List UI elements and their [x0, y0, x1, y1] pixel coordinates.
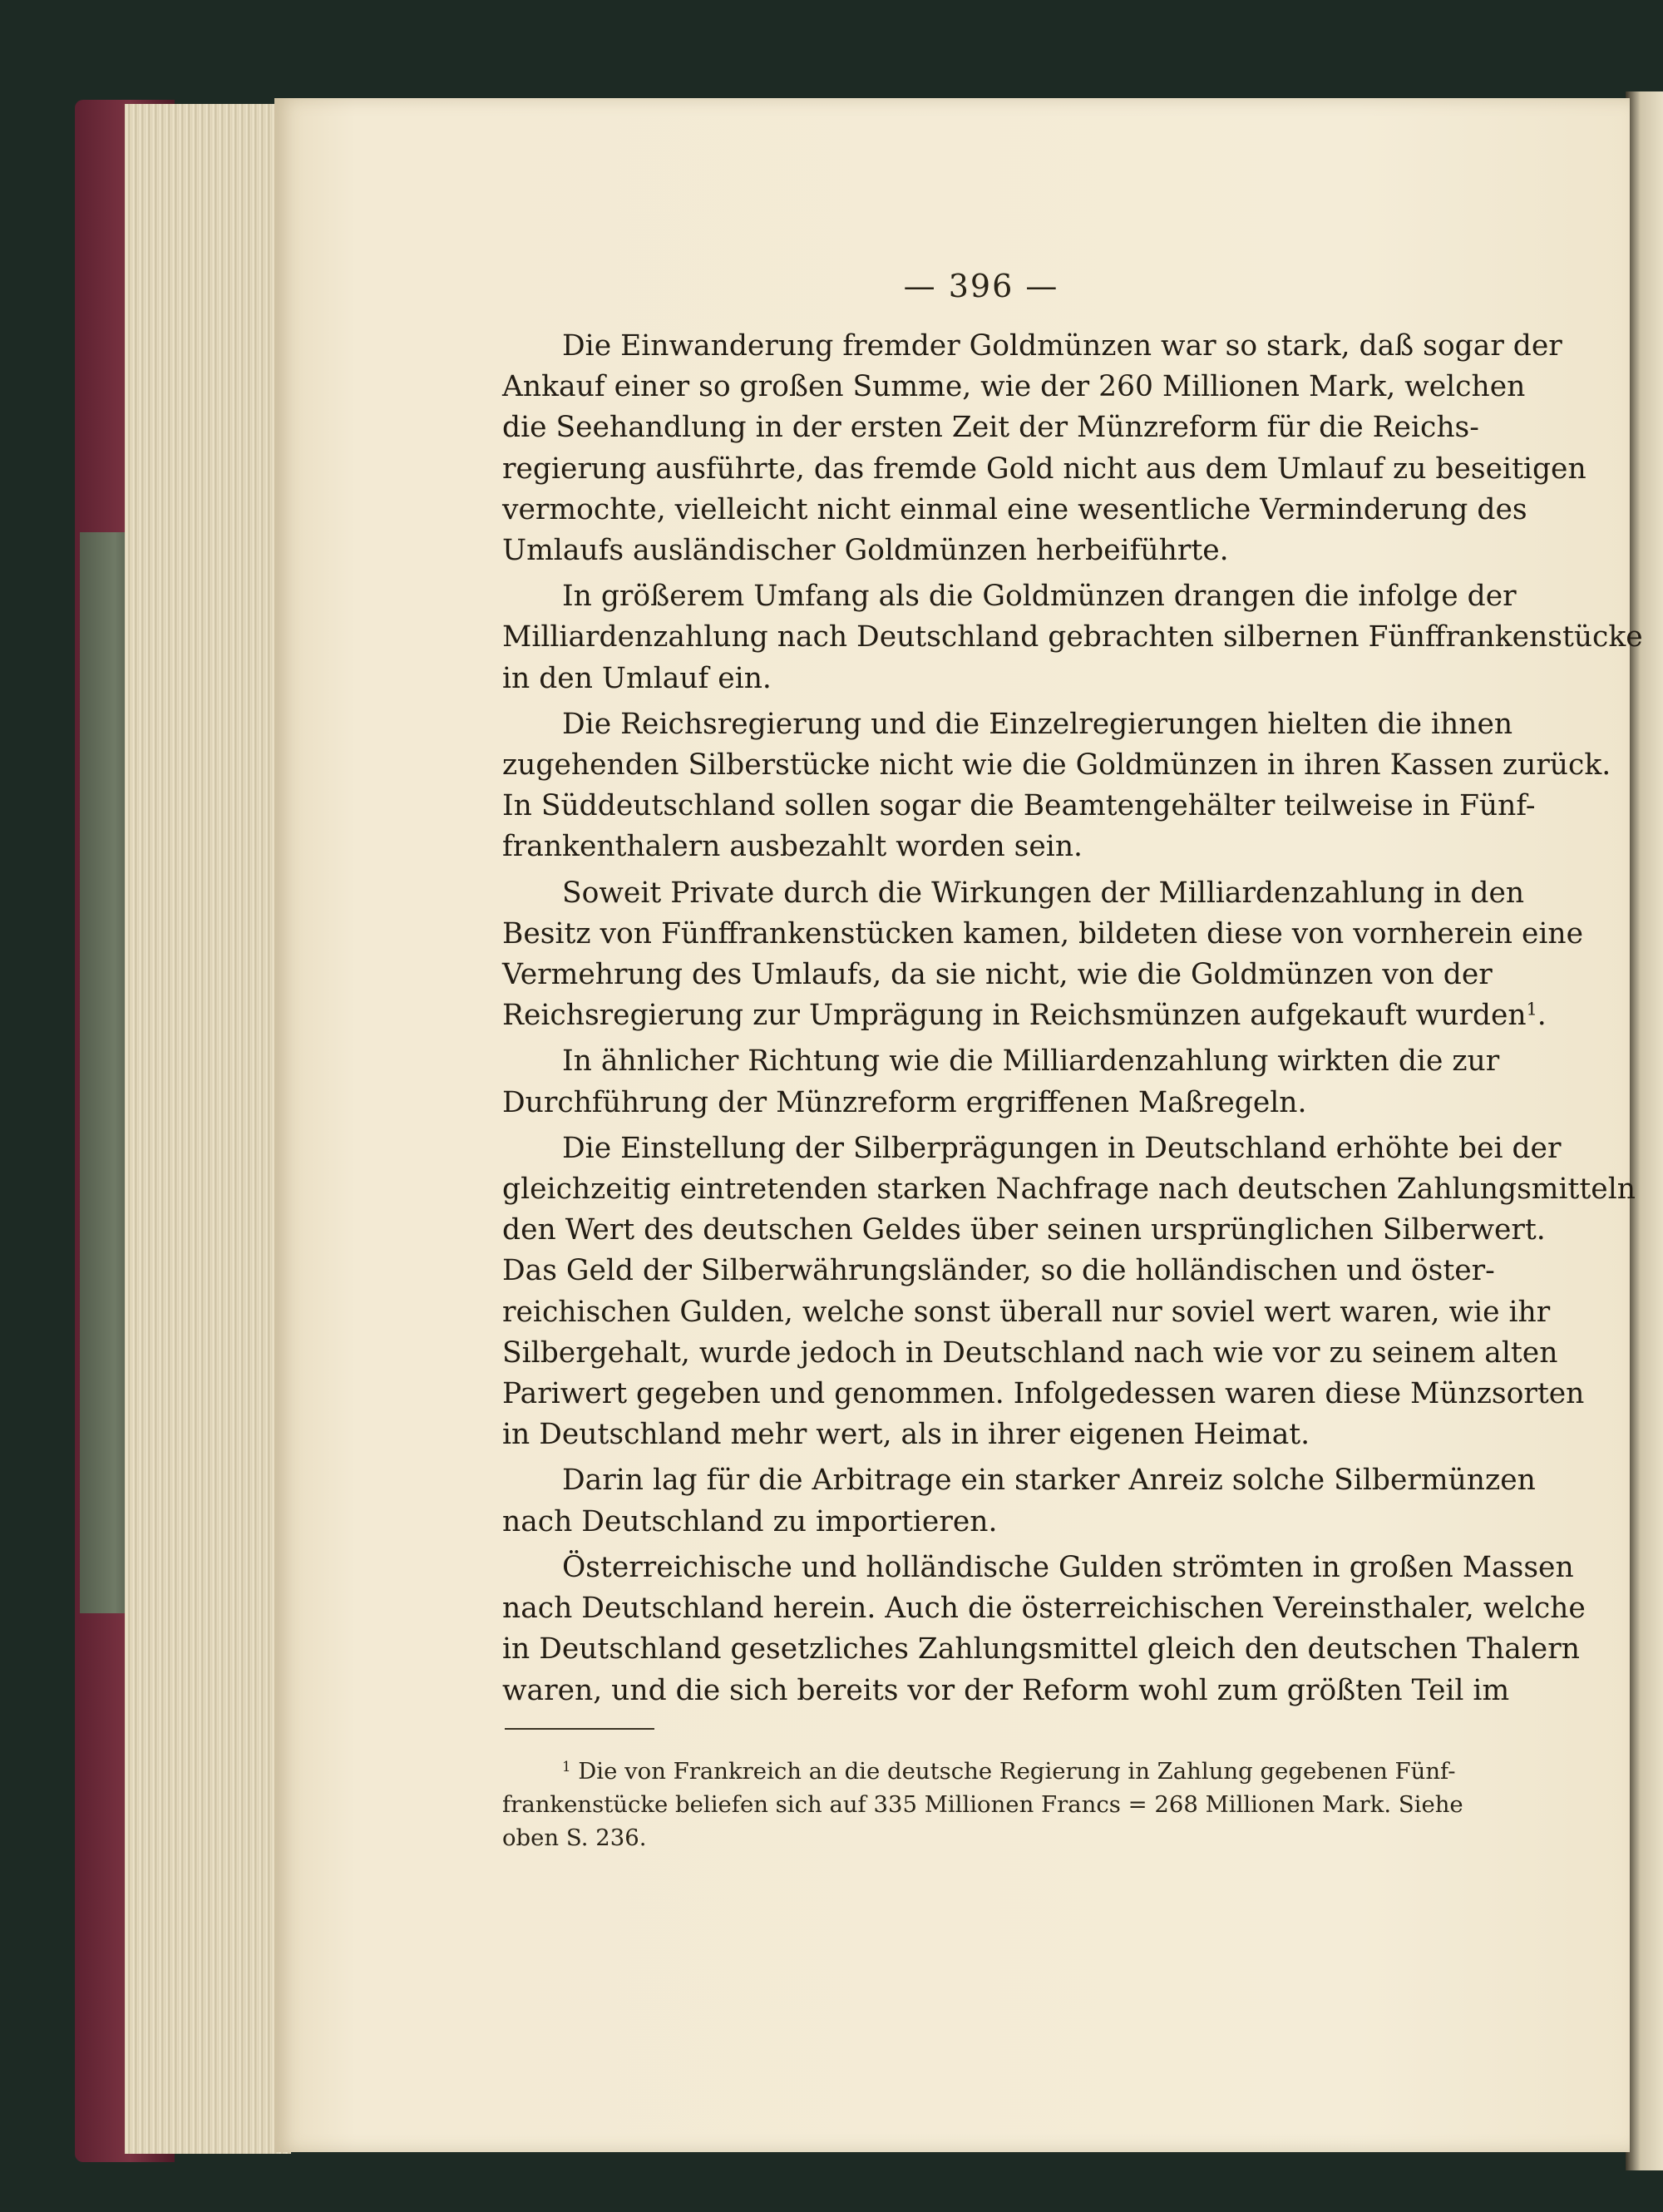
text-line: [502, 786, 1536, 827]
text-line: [502, 995, 1547, 1036]
text-line-content: in Deutschland mehr wert, als in ihrer eigenen Heimat.: [502, 1418, 1310, 1452]
text-line-content: nach Deutschland herein. Auch die österreichischen Vereinsthaler, welche: [502, 1592, 1586, 1626]
paragraph: [502, 576, 1643, 699]
text-line: [502, 1415, 1452, 1455]
text-line: [502, 367, 1526, 407]
text-line: [502, 1629, 1580, 1670]
sentence-end: .: [1537, 999, 1547, 1033]
paragraph: [502, 1460, 1536, 1542]
text-line: [502, 1460, 1536, 1501]
text-line: [502, 1169, 1636, 1210]
paragraph: [502, 1128, 1636, 1456]
text-line-content: Pariwert gegeben und genommen. Infolgedessen waren diese Münzsorten: [502, 1377, 1585, 1411]
text-line: [502, 955, 1493, 995]
text-line: [502, 1251, 1495, 1291]
text-line: [502, 1502, 1452, 1543]
text-line-content: waren, und die sich bereits vor der Reform wohl zum größten Teil im: [502, 1673, 1510, 1707]
footnote-line-content: oben S. 236.: [502, 1824, 647, 1851]
text-line-content: nach Deutschland zu importieren.: [502, 1504, 998, 1538]
text-line-content: Soweit Private durch die Wirkungen der Milliardenzahlung in den: [562, 876, 1525, 910]
text-line-content: in den Umlauf ein.: [502, 661, 772, 695]
text-line-content: Vermehrung des Umlaufs, da sie nicht, wie die Goldmünzen von der: [502, 958, 1493, 992]
text-line-content: zugehenden Silberstücke nicht wie die Goldmünzen in ihren Kassen zurück.: [502, 748, 1611, 783]
main-text: [502, 326, 1643, 1716]
paragraph: [502, 1548, 1586, 1711]
footnote: [502, 1755, 1463, 1854]
text-line: [502, 531, 1452, 571]
paragraph: [502, 1041, 1500, 1123]
text-line: [502, 1374, 1585, 1415]
text-line-content: regierung ausführte, das fremde Gold nicht aus dem Umlauf zu beseitigen: [502, 452, 1587, 486]
footnote-divider: [505, 1728, 654, 1730]
text-line-content: Besitz von Fünffrankenstücken kamen, bildeten diese von vornherein eine: [502, 916, 1584, 950]
text-line: [502, 745, 1611, 786]
paragraph: [502, 326, 1587, 571]
footnote-line: [502, 1821, 1452, 1854]
text-line-content: den Wert des deutschen Geldes über seinen ursprünglichen Silberwert.: [502, 1213, 1546, 1247]
text-line-content: Ankauf einer so großen Summe, wie der 260 Millionen Mark, welchen: [502, 370, 1526, 404]
page-number: — 396 —: [903, 268, 1059, 304]
text-line: [502, 827, 1452, 867]
text-line-content: Durchführung der Münzreform ergriffenen Maßregeln.: [502, 1085, 1307, 1119]
text-line-content: Silbergehalt, wurde jedoch in Deutschland nach wie vor zu seinem alten: [502, 1336, 1558, 1370]
text-line-content: In Süddeutschland sollen sogar die Beamtengehälter teilweise in Fünf-: [502, 789, 1536, 823]
text-line-content: In ähnlicher Richtung wie die Milliardenzahlung wirkten die zur: [562, 1044, 1500, 1079]
text-line-content: vermochte, vielleicht nicht einmal eine wesentliche Verminderung des: [502, 492, 1527, 526]
text-line: [502, 1210, 1546, 1251]
text-line: [502, 659, 1452, 699]
text-line-content: Österreichische und holländische Gulden strömten in großen Massen: [562, 1550, 1574, 1584]
text-line-content: Die Reichsregierung und die Einzelregierungen hielten die ihnen: [562, 707, 1513, 741]
text-line: [502, 326, 1562, 367]
text-line: [502, 490, 1527, 531]
facing-page-edge: [1626, 91, 1663, 2170]
text-line: [502, 576, 1517, 617]
text-line-content: Umlaufs ausländischer Goldmünzen herbeiführte.: [502, 534, 1229, 568]
text-line: [502, 1671, 1510, 1711]
text-line: [502, 1588, 1586, 1629]
text-line: [502, 873, 1525, 914]
text-line: [502, 449, 1587, 490]
text-line-content: Milliardenzahlung nach Deutschland gebrachten silbernen Fünffrankenstücke: [502, 620, 1643, 654]
paragraph: [502, 704, 1611, 868]
text-line: [502, 1548, 1574, 1588]
text-line: [502, 407, 1479, 448]
text-line-content: In größerem Umfang als die Goldmünzen drangen die infolge der: [562, 580, 1517, 614]
text-line: [502, 914, 1584, 955]
footnote-line-content: Die von Frankreich an die deutsche Regierung in Zahlung gegebenen Fünf-: [578, 1758, 1456, 1785]
text-line: [502, 617, 1643, 658]
page-stack-edges: [125, 104, 291, 2154]
text-line-content: gleichzeitig eintretenden starken Nachfrage nach deutschen Zahlungsmitteln: [502, 1173, 1636, 1207]
text-line: [502, 1041, 1500, 1082]
footnote-line: [502, 1755, 1456, 1788]
text-line-content: Darin lag für die Arbitrage ein starker Anreiz solche Silbermünzen: [562, 1464, 1536, 1498]
text-line: [502, 1128, 1562, 1169]
text-line: [502, 1083, 1452, 1123]
text-line-content: in Deutschland gesetzliches Zahlungsmittel gleich den deutschen Thalern: [502, 1632, 1580, 1666]
footnote-line-content: frankenstücke beliefen sich auf 335 Millionen Francs = 268 Millionen Mark. Siehe: [502, 1791, 1463, 1818]
text-line-content: Die Einstellung der Silberprägungen in Deutschland erhöhte bei der: [562, 1131, 1562, 1165]
text-line-content: reichischen Gulden, welche sonst überall nur soviel wert waren, wie ihr: [502, 1295, 1551, 1329]
text-line: [502, 1292, 1551, 1333]
text-line-content: frankenthalern ausbezahlt worden sein.: [502, 830, 1083, 864]
text-line-content: Die Einwanderung fremder Goldmünzen war so stark, daß sogar der: [562, 329, 1562, 363]
text-line-content: die Seehandlung in der ersten Zeit der Münzreform für die Reichs-: [502, 411, 1479, 445]
footnote-mark: 1: [562, 1758, 571, 1775]
footnote-line: [502, 1788, 1463, 1821]
text-line: [502, 704, 1513, 745]
text-line-content: Das Geld der Silberwährungsländer, so die holländischen und öster-: [502, 1254, 1495, 1288]
paragraph: [502, 873, 1584, 1037]
text-line-content: Reichsregierung zur Umprägung in Reichsmünzen aufgekauft wurden: [502, 999, 1527, 1033]
text-line: [502, 1333, 1558, 1374]
footnote-reference[interactable]: 1: [1526, 999, 1537, 1020]
